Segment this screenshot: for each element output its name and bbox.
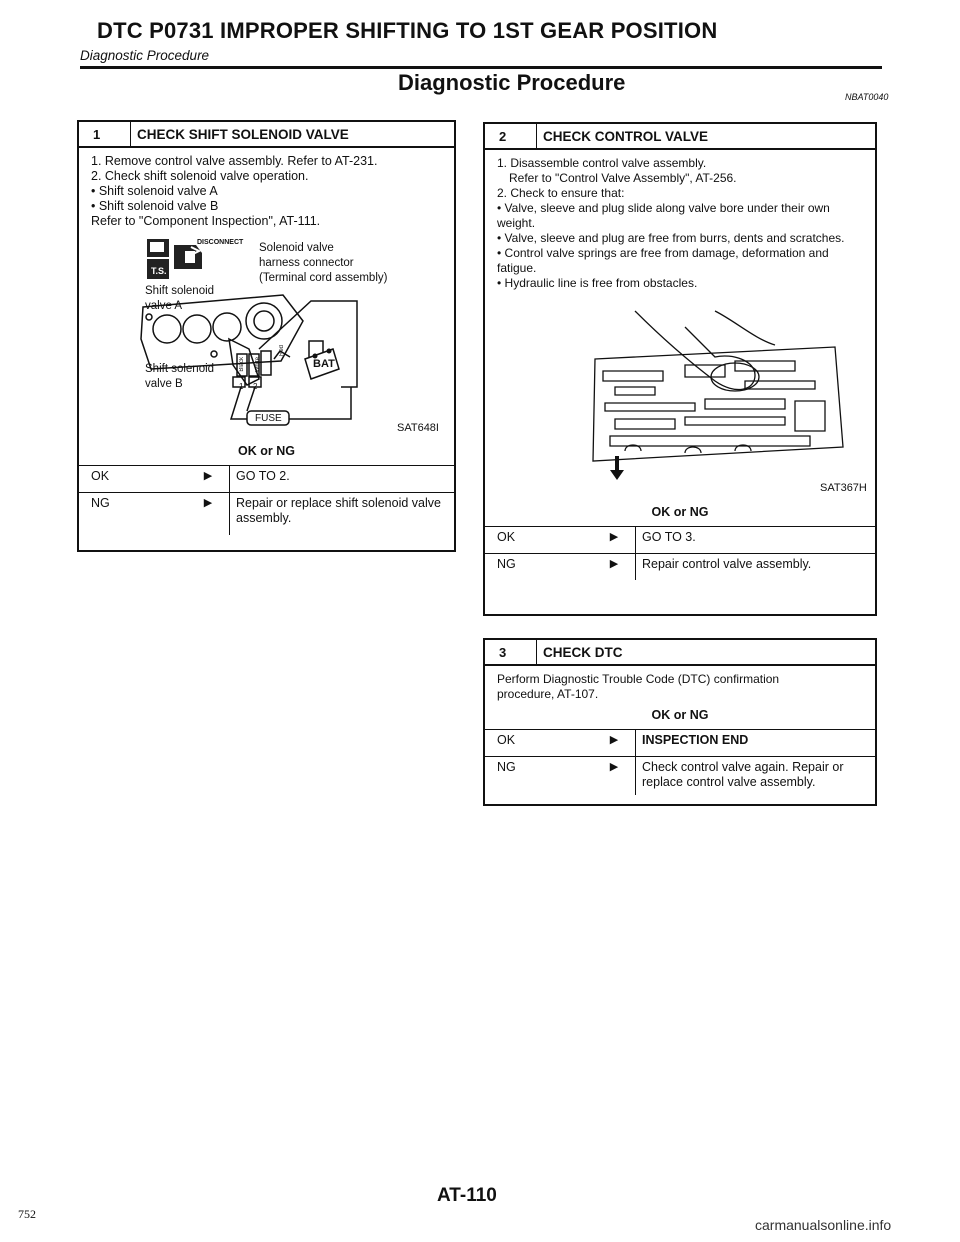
step-number: 3 (485, 640, 537, 664)
instruction-line: Refer to "Control Valve Assembly", AT-256. (509, 171, 737, 185)
instruction-line: • Shift solenoid valve B (91, 199, 219, 213)
step-3-header (485, 640, 875, 666)
section-title: Diagnostic Procedure (398, 70, 626, 95)
step-2-box (483, 122, 877, 616)
instruction-line: Perform Diagnostic Trouble Code (DTC) confirmation procedure, AT-107. (497, 672, 780, 701)
instruction-line: • Hydraulic line is free from obstacles. (497, 276, 698, 290)
figure-label: Solenoid valve (259, 242, 334, 254)
instruction-line: • Shift solenoid valve A (91, 184, 218, 198)
result-row (79, 493, 454, 536)
arrow-icon: ▶ (593, 554, 636, 581)
watermark: carmanualsonline.info (755, 1217, 892, 1233)
step-1-results (79, 465, 454, 535)
figure-label: Shift solenoid (145, 285, 215, 297)
figure-label: valve A (145, 300, 183, 312)
header-rule (80, 66, 882, 69)
arrow-icon: ▶ (187, 493, 230, 536)
instruction-line: 2. Check to ensure that: (497, 186, 625, 200)
step-1-header (79, 122, 454, 148)
step-3-instructions (485, 666, 875, 702)
figure-label: valve B (145, 378, 183, 390)
page-subtitle: Diagnostic Procedure (80, 48, 210, 63)
arrow-icon: ▶ (593, 730, 636, 757)
arrow-icon: ▶ (593, 757, 636, 796)
step-3-results (485, 729, 875, 795)
figure-code: SAT648I (397, 422, 439, 434)
reference-code: NBAT0040 (845, 92, 889, 102)
control-valve-diagram (485, 291, 875, 491)
step-number: 1 (79, 122, 131, 146)
step-3-box (483, 638, 877, 806)
ok-or-ng-label: OK or NG (238, 444, 295, 458)
result-action: Repair or replace shift solenoid valve assembly. (230, 493, 455, 536)
instruction-line: 1. Disassemble control valve assembly. (497, 156, 707, 170)
result-action: INSPECTION END (636, 730, 876, 757)
pin-label: 1 (239, 382, 244, 391)
step-title: CHECK DTC (543, 644, 623, 660)
figure-label: (Terminal cord assembly) (259, 272, 388, 284)
instruction-line: Refer to "Component Inspection", AT-111. (91, 214, 321, 228)
result-action: Check control valve again. Repair or replace control valve assembly. (636, 757, 876, 796)
step-2-instructions (485, 150, 875, 291)
instruction-line: • Valve, sleeve and plug are free from burrs, dents and scratches. (497, 231, 845, 245)
instruction-line: • Valve, sleeve and plug slide along valve bore under their own weight. (497, 201, 830, 230)
result-action: GO TO 2. (230, 466, 455, 493)
step-title: CHECK CONTROL VALVE (543, 128, 709, 144)
arrow-icon: ▶ (187, 466, 230, 493)
result-row (485, 757, 875, 796)
fuse-label: FUSE (255, 413, 282, 424)
result-row (485, 554, 875, 581)
step-2-results (485, 526, 875, 580)
result-key: OK (485, 730, 593, 757)
step-1-instructions (79, 148, 454, 229)
step-title: CHECK SHIFT SOLENOID VALVE (137, 126, 349, 142)
wire-label: White (255, 357, 261, 373)
wire-label: Red (279, 345, 285, 357)
result-action: GO TO 3. (636, 527, 876, 554)
ts-label: T.S. (151, 266, 167, 276)
instruction-line: 1. Remove control valve assembly. Refer to AT-231. (91, 154, 378, 168)
figure-label: harness connector (259, 257, 354, 269)
result-key: NG (485, 757, 593, 796)
pin-label: 2 (253, 382, 258, 391)
ok-or-ng-label: OK or NG (651, 505, 709, 519)
result-key: NG (79, 493, 187, 536)
step-1-box (77, 120, 456, 552)
solenoid-figure (79, 229, 454, 444)
result-action: Repair control valve assembly. (636, 554, 876, 581)
control-valve-figure (485, 291, 875, 494)
arrow-icon: ▶ (593, 527, 636, 554)
result-row (79, 466, 454, 493)
wire-label: Black (239, 357, 245, 372)
battery-label: BAT (313, 358, 335, 370)
margin-page-number: 752 (18, 1207, 36, 1221)
instruction-line: 2. Check shift solenoid valve operation. (91, 169, 309, 183)
step-2-header (485, 124, 875, 150)
step-number: 2 (485, 124, 537, 148)
figure-label: Shift solenoid (145, 363, 215, 375)
page-title: DTC P0731 IMPROPER SHIFTING TO 1ST GEAR POSITION (97, 18, 718, 43)
disconnect-label: DISCONNECT (197, 239, 244, 246)
ok-or-ng-label: OK or NG (651, 708, 709, 722)
result-row (485, 730, 875, 757)
result-key: NG (485, 554, 593, 581)
instruction-line: • Control valve springs are free from damage, deformation and fatigue. (497, 246, 829, 275)
page-number: AT-110 (437, 1185, 497, 1206)
figure-code: SAT367H (820, 482, 867, 494)
result-key: OK (79, 466, 187, 493)
result-row (485, 527, 875, 554)
result-key: OK (485, 527, 593, 554)
